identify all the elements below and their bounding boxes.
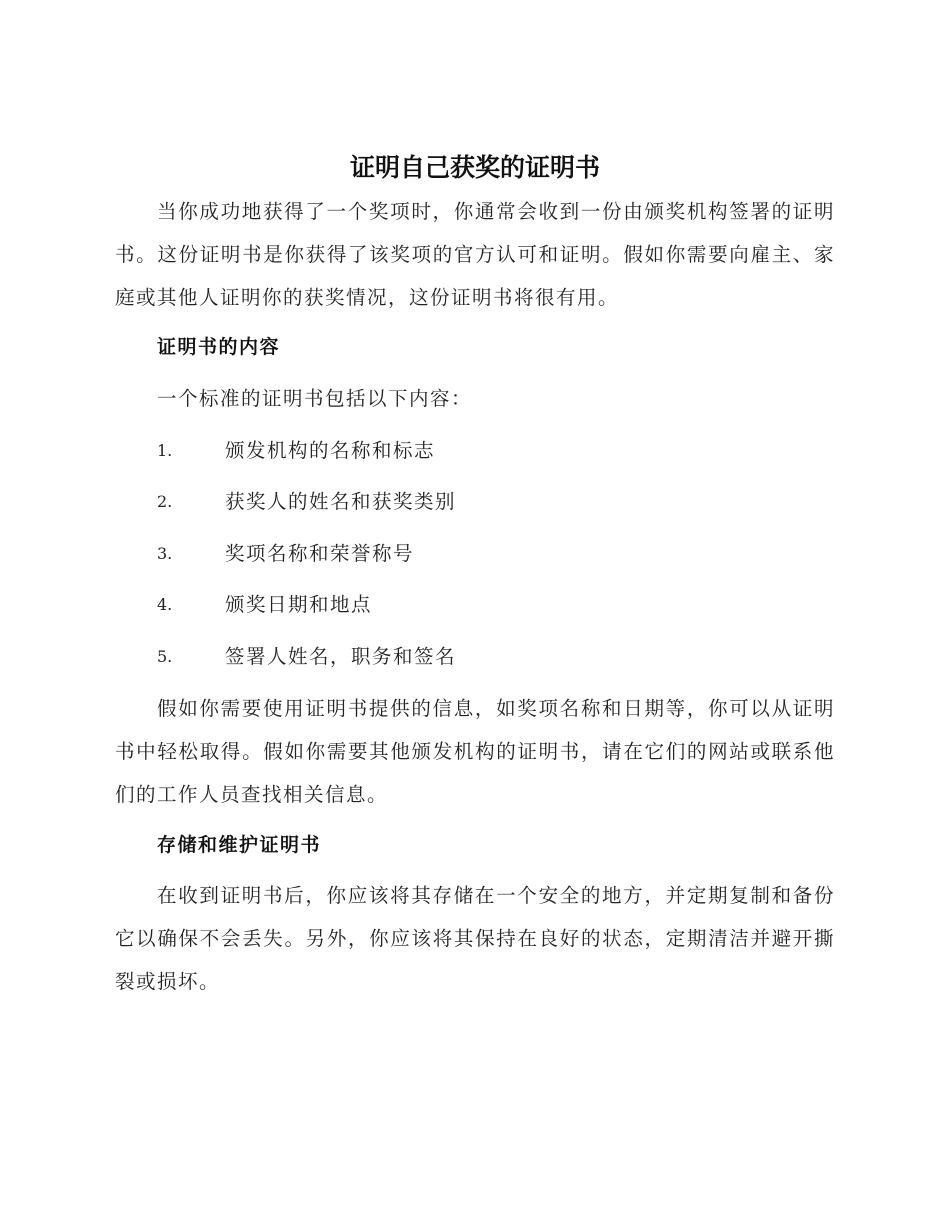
list-item — [157, 590, 757, 620]
document-title: 证明自己获奖的证明书 — [349, 153, 600, 182]
list-item-number: 4. — [157, 595, 173, 614]
list-item-text: 颁奖日期和地点 — [225, 593, 373, 616]
usage-paragraph: 假如你需要使用证明书提供的信息，如奖项名称和日期等，你可以从证明书中轻松取得。假如你需要其他颁发机构的证明书，请在它们的网站或联系他们的工作人员查找相关信息。 — [115, 697, 835, 806]
list-item-number: 5. — [157, 647, 173, 666]
list-item — [157, 539, 757, 569]
list-item-text: 奖项名称和荣誉称号 — [225, 542, 415, 565]
list-item-text: 颁发机构的名称和标志 — [225, 439, 436, 462]
list-item-number: 2. — [157, 492, 173, 511]
list-item — [157, 642, 757, 672]
section-heading-contents: 证明书的内容 — [157, 336, 281, 358]
list-item-number: 1. — [157, 441, 173, 460]
list-item-text: 签署人姓名，职务和签名 — [225, 645, 457, 668]
list-item — [157, 487, 757, 517]
list-item-number: 3. — [157, 544, 173, 563]
intro-paragraph: 当你成功地获得了一个奖项时，你通常会收到一份由颁奖机构签署的证明书。这份证明书是你获得了该奖项的官方认可和证明。假如你需要向雇主、家庭或其他人证明你的获奖情况，这份证明书将很有用。 — [115, 200, 835, 309]
list-item — [157, 436, 757, 466]
list-item-text: 获奖人的姓名和获奖类别 — [225, 490, 457, 513]
storage-paragraph: 在收到证明书后，你应该将其存储在一个安全的地方，并定期复制和备份它以确保不会丢失。另外，你应该将其保持在良好的状态，定期清洁并避开撕裂或损坏。 — [115, 884, 835, 993]
section-heading-storage: 存储和维护证明书 — [157, 834, 322, 856]
list-lead-text: 一个标准的证明书包括以下内容： — [157, 387, 473, 410]
